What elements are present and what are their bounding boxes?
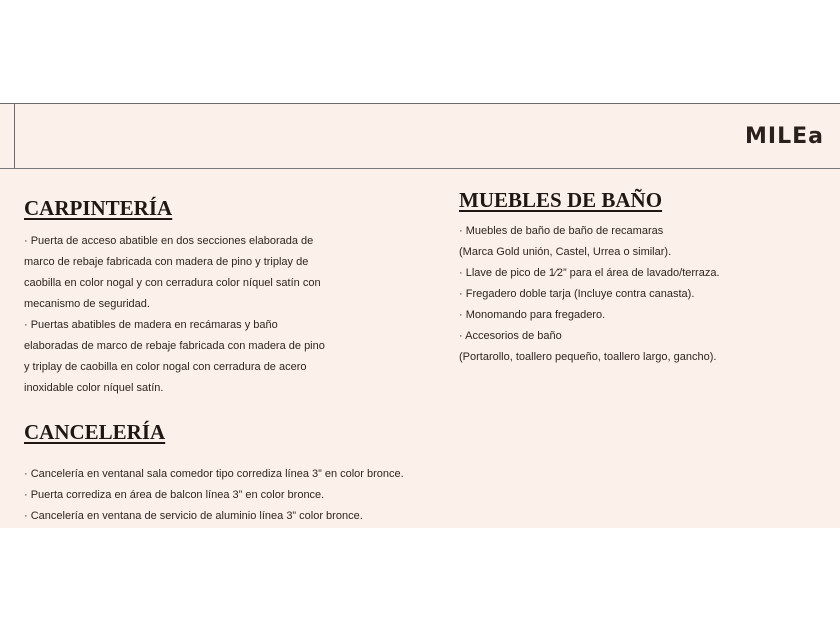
carpinteria-title: CARPINTERÍA: [24, 196, 173, 220]
carpinteria-line: caobilla en color nogal y con cerradura color níquel satín con: [24, 277, 321, 289]
muebles-list: [459, 221, 720, 368]
carpinteria-line: elaboradas de marco de rebaje fabricada con madera de pino: [24, 340, 325, 352]
muebles-line: · Monomando para fregadero.: [459, 309, 606, 321]
carpinteria-list: [24, 231, 325, 399]
canceleria-line: · Cancelería en ventana de servicio de aluminio línea 3” color bronce.: [24, 510, 363, 522]
muebles-line: (Marca Gold unión, Castel, Urrea o similar).: [459, 246, 672, 258]
canceleria-line: · Puerta corrediza en área de balcon línea 3” en color bronce.: [24, 489, 325, 501]
canceleria-title: CANCELERÍA: [24, 420, 166, 444]
canceleria-list: [24, 464, 404, 527]
carpinteria-line: y triplay de caobilla en color nogal con cerradura de acero: [24, 361, 307, 373]
brand-logo: MILEa: [745, 124, 824, 149]
content-panel: [0, 103, 840, 528]
canceleria-section: [24, 420, 404, 527]
muebles-section: [459, 188, 720, 368]
muebles-title: MUEBLES DE BAÑO: [459, 188, 663, 212]
canceleria-line: · Cancelería en ventanal sala comedor tipo corrediza línea 3” en color bronce.: [24, 468, 404, 480]
header-divider: [14, 104, 15, 168]
muebles-line: · Fregadero doble tarja (Incluye contra canasta).: [459, 288, 695, 300]
muebles-line: (Portarollo, toallero pequeño, toallero largo, gancho).: [459, 351, 717, 363]
carpinteria-line: inoxidable color níquel satín.: [24, 382, 164, 394]
carpinteria-line: · Puertas abatibles de madera en recámaras y baño: [24, 319, 278, 331]
carpinteria-line: · Puerta de acceso abatible en dos secciones elaborada de: [24, 235, 314, 247]
carpinteria-line: mecanismo de seguridad.: [24, 298, 150, 310]
muebles-line: · Muebles de baño de baño de recamaras: [459, 225, 664, 237]
carpinteria-line: marco de rebaje fabricada con madera de pino y triplay de: [24, 256, 309, 268]
muebles-line: · Llave de pico de 1⁄2” para el área de lavado/terraza.: [459, 267, 720, 279]
header-band: [0, 104, 840, 169]
muebles-line: · Accesorios de baño: [459, 330, 562, 342]
carpinteria-section: [24, 196, 325, 399]
